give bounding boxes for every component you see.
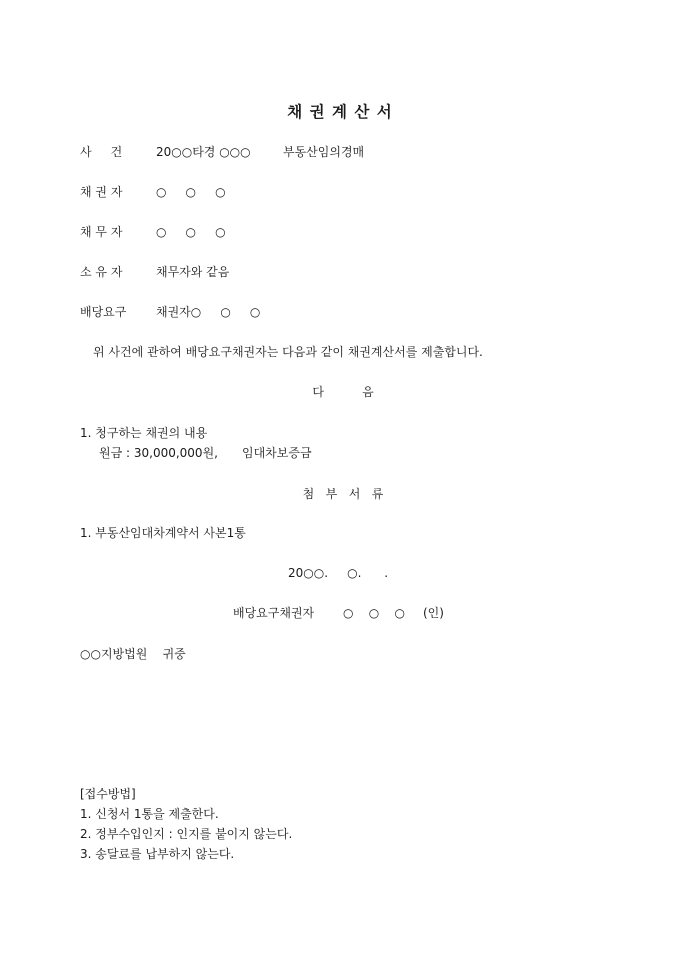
claim-principal: 원금 : 30,000,000원, bbox=[99, 446, 218, 460]
claim-principal-type: 임대차보증금 bbox=[242, 446, 312, 460]
attachments-heading: 첨 부 서 류 bbox=[302, 487, 384, 501]
following-heading: 다 음 bbox=[312, 385, 374, 399]
debtor-name: ○ ○ ○ bbox=[156, 225, 226, 239]
claim-item: 1. 청구하는 채권의 내용 bbox=[80, 426, 208, 440]
creditor-name: ○ ○ ○ bbox=[156, 185, 226, 199]
signature-seal: (인) bbox=[423, 606, 444, 620]
claimant-value: 채권자○ ○ ○ bbox=[156, 305, 261, 319]
signature-label: 배당요구채권자 bbox=[233, 606, 315, 620]
document-title: 채 권 계 산 서 bbox=[287, 103, 393, 121]
case-label: 사 건 bbox=[80, 145, 123, 159]
filing-item-1: 1. 신청서 1통을 제출한다. bbox=[80, 807, 219, 821]
document-date: 20○○. ○. . bbox=[288, 566, 389, 580]
owner-label: 소 유 자 bbox=[80, 265, 123, 279]
filing-item-2: 2. 정부수입인지 : 인지를 붙이지 않는다. bbox=[80, 827, 293, 841]
case-description: 부동산임의경매 bbox=[283, 145, 365, 159]
debtor-label: 채 무 자 bbox=[80, 225, 123, 239]
court-addressee: ○○지방법원 귀중 bbox=[80, 647, 186, 661]
claimant-label: 배당요구 bbox=[80, 305, 127, 319]
owner-value: 채무자와 같음 bbox=[156, 265, 230, 279]
attachment-item: 1. 부동산임대차계약서 사본1통 bbox=[80, 526, 246, 540]
signature-name: ○ ○ ○ bbox=[343, 606, 405, 620]
filing-item-3: 3. 송달료를 납부하지 않는다. bbox=[80, 847, 235, 861]
filing-heading: [접수방법] bbox=[80, 787, 136, 801]
intro-paragraph: 위 사건에 관하여 배당요구채권자는 다음과 같이 채권계산서를 제출합니다. bbox=[93, 345, 483, 359]
creditor-label: 채 권 자 bbox=[80, 185, 123, 199]
case-number: 20○○타경 ○○○ bbox=[156, 145, 251, 159]
